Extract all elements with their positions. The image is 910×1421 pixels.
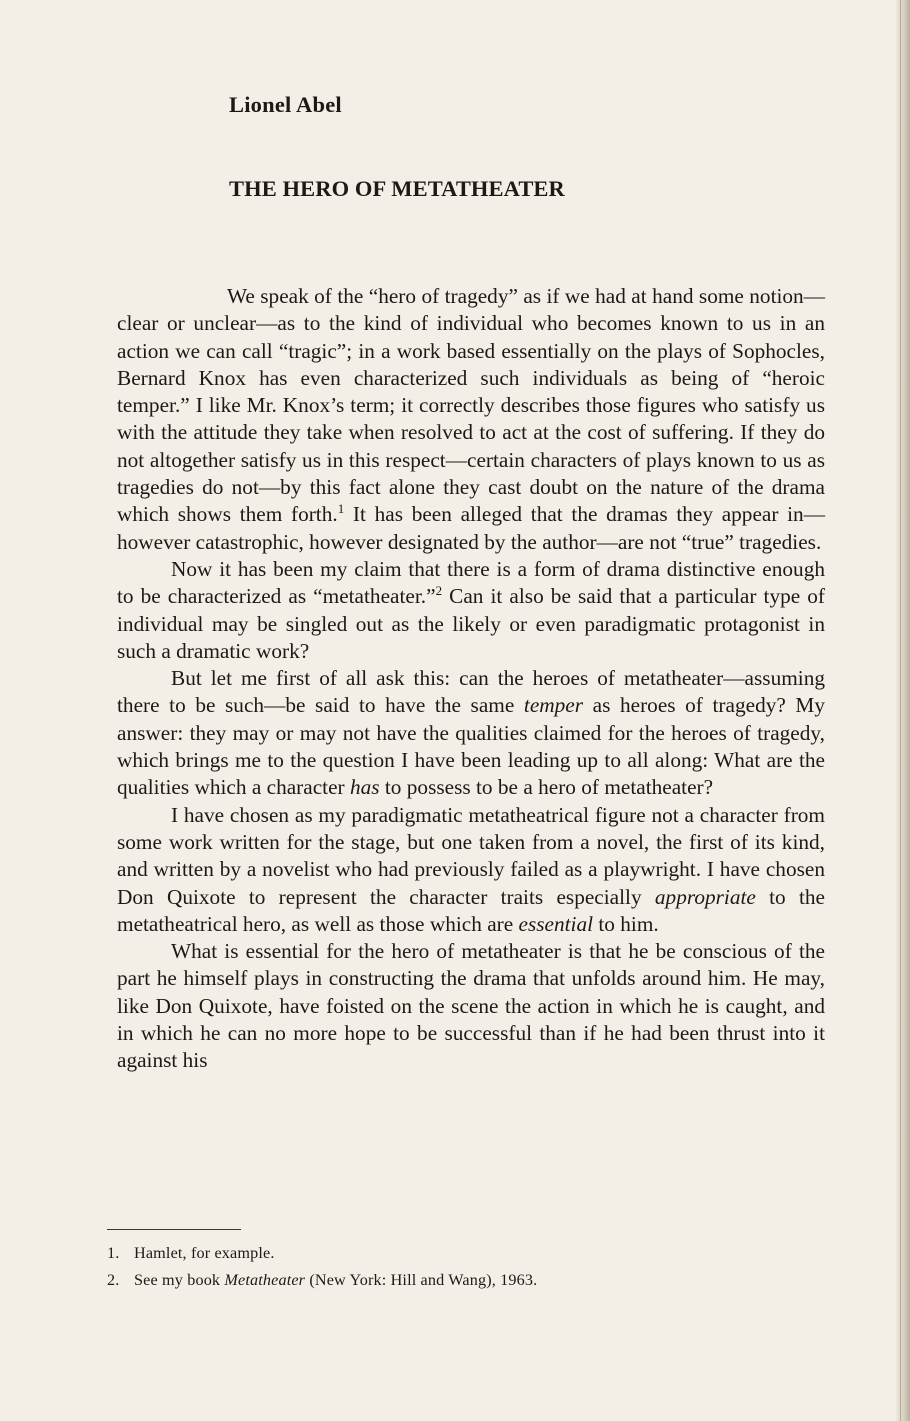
page-edge-shadow [900, 0, 901, 1421]
footnote-number: 1. [107, 1244, 120, 1262]
author-name: Lionel Abel [229, 92, 342, 117]
footnote-divider [107, 1229, 241, 1230]
footnote-ref-2[interactable]: 2 [435, 583, 443, 599]
footnotes [107, 1240, 807, 1294]
paragraph-1: We speak of the “hero of tragedy” as if we had at hand some notion—clear or unclear—as to the kind of individual who becomes known to us in an action we can call “tragic”; in a work based essentially on the plays of Sophocles, Bernard Knox has even characterized such individuals as being of “heroic temper.” I like Mr. Knox’s term; it correctly describes those figures who satisfy us with the attitude they take when resolved to act at the cost of suffering. If they do not altogether satisfy us in this respect—certain characters of plays known to us as tragedies do not—by this fact alone they cast doubt on the nature of the drama which shows them forth.$^1$ It has been alleged that the dramas they appear in—however catastrophic, however designated by the author—are not “true” tragedies. [117, 284, 825, 554]
paragraph-3: But let me first of all ask this: can the heroes of metatheater—assuming there to be such—be said to have the same temper as heroes of tragedy? My answer: they may or may not have the qualities claimed for the heroes of tragedy, which brings me to the question I have been leading up to all along: What are the qualities which a character has to possess to be a hero of metatheater? [117, 666, 825, 800]
footnote-2: 2. See my book Metatheater (New York: Hill and Wang), 1963. [107, 1267, 807, 1294]
footnote-number: 2. [107, 1271, 120, 1289]
emphasis-essential: essential [518, 911, 594, 936]
footnote-1: 1. Hamlet, for example. [107, 1240, 807, 1267]
paragraph-2: Now it has been my claim that there is a form of drama distinctive enough to be characterized as “metatheater.”$^2$ Can it also be said that a particular type of individual may be singled out as the likely or even paradigmatic protagonist in such a dramatic work? [117, 556, 826, 663]
emphasis-has: has [349, 775, 380, 800]
essay-body [117, 283, 825, 1075]
footnote-ref-1[interactable]: 1 [337, 501, 345, 517]
emphasis-appropriate: appropriate [654, 884, 756, 909]
paragraph-5: What is essential for the hero of metatheater is that he be conscious of the part he himself plays in constructing the drama that unfolds around him. He may, like Don Quixote, have foisted on the scene the action in which he is caught, and in which he can no more hope to be successful than if he had been thrust into it against his [117, 939, 825, 1073]
book-title: Metatheater [224, 1271, 306, 1289]
paragraph-4: I have chosen as my paradigmatic metatheatrical figure not a character from some work written for the stage, but one taken from a novel, the first of its kind, and written by a novelist who had previously failed as a playwright. I have chosen Don Quixote to represent the character traits especially appropriate to the metatheatrical hero, as well as those which are essential to him. [117, 802, 825, 936]
page-edge [896, 0, 910, 1421]
emphasis-temper: temper [523, 693, 584, 718]
essay-title: THE HERO OF METATHEATER [229, 176, 565, 201]
